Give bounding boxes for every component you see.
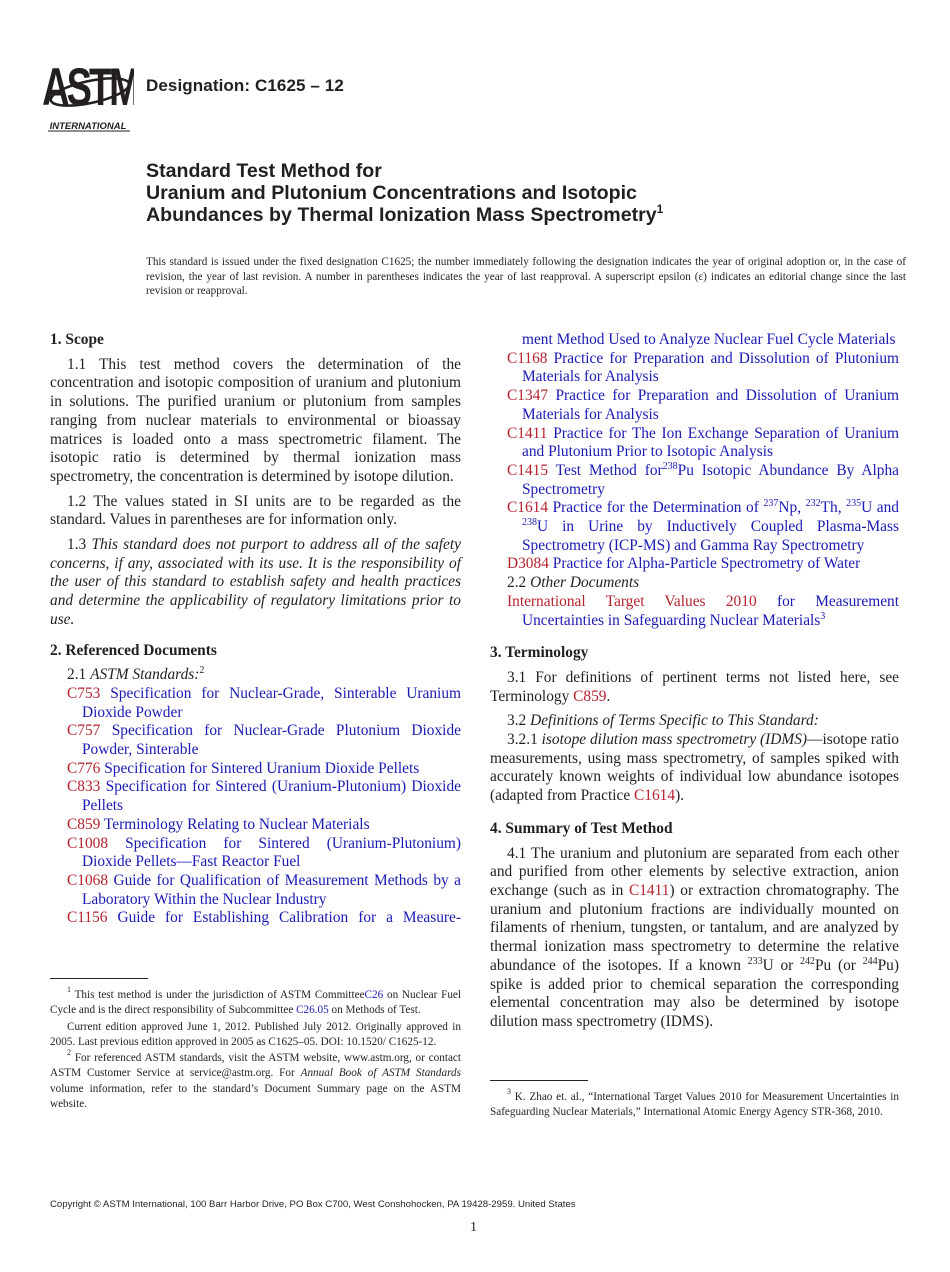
reference-title[interactable]: Guide for Establishing Calibration for a Measure- [117, 909, 461, 927]
reference-title[interactable]: Practice for Preparation and Dissolution of Uranium Materials for Analysis [522, 387, 899, 423]
isotope-superscript: 235 [846, 498, 862, 510]
reference-code[interactable]: C757 [67, 722, 101, 740]
subsection-astm-standards [50, 666, 461, 685]
reference-item[interactable] [490, 593, 899, 630]
subsection-number: 2.2 [507, 574, 527, 592]
paragraph-3-1 [490, 669, 899, 706]
reference-title[interactable]: Guide for Qualification of Measurement Methods by a Laboratory Within the Nuclear Industry [82, 871, 461, 908]
paragraph-text: Pu (or [814, 956, 863, 974]
paragraph-text: U or [762, 956, 800, 974]
page-number: 1 [470, 1220, 477, 1235]
reference-item[interactable] [490, 499, 899, 555]
title-line-3-text: Abundances by Thermal Ionization Mass Spectrometry [146, 204, 657, 226]
reference-title[interactable]: Terminology Relating to Nuclear Materials [103, 815, 370, 833]
reference-item[interactable] [50, 835, 461, 872]
footnote-mark: 2 [67, 1048, 71, 1058]
paragraph-text: ) or extraction chromatography. The uranium and plutonium fractions are individually mounted on filaments of rhenium, tungsten, or tantalum, and are analyzed by thermal ionization mass spectrometry to determine the relative abundance of the isotopes. If a known [490, 881, 899, 974]
paragraph-1-2: 1.2 The values stated in SI units are to be regarded as the standard. Values in parentheses are for information only. [50, 492, 461, 529]
section-heading-referenced-documents: 2. Referenced Documents [50, 641, 217, 659]
reference-title[interactable] [522, 499, 899, 553]
reference-item-continued[interactable] [490, 331, 899, 350]
paragraph-text: —isotope ratio measurements, using mass spectrometry, of samples spiked with accurately known weights of individual low abundance isotopes (adapted from Practice [490, 731, 899, 805]
reference-title-part: Np, [778, 499, 806, 517]
footnote-1-edition: Current edition approved June 1, 2012. Published July 2012. Originally approved in 2005. Last previous edition approved in 2005 as C1625–05. DOI: 10.1520/ C1625-12. [50, 1020, 461, 1048]
defined-term: isotope dilution mass spectrometry (IDMS) [541, 731, 808, 749]
reference-item[interactable] [50, 760, 461, 779]
subsection-other-documents [490, 574, 899, 593]
isotope-superscript: 232 [805, 498, 821, 510]
copyright-notice: Copyright © ASTM International, 100 Barr Harbor Drive, PO Box C700, West Conshohocken, PA 19428-2959. United States [50, 1199, 576, 1210]
reference-code[interactable]: C1008 [67, 834, 109, 852]
designation: Designation: C1625 – 12 [146, 76, 344, 95]
section-heading-summary: 4. Summary of Test Method [490, 819, 673, 837]
reference-item[interactable] [50, 722, 461, 759]
reference-item[interactable] [490, 350, 899, 387]
reference-code[interactable]: C1614 [507, 499, 549, 517]
paragraph-1-3 [50, 536, 461, 630]
reference-code[interactable]: C753 [67, 684, 101, 702]
reference-code[interactable]: D3084 [507, 555, 549, 573]
reference-item[interactable] [490, 387, 899, 424]
title-footnote-mark[interactable]: 1 [656, 202, 664, 216]
subsection-number: 2.1 [67, 666, 87, 684]
paragraph-number: 1.3 [67, 536, 87, 554]
footnote-text: K. Zhao et. al., “International Target Values 2010 for Measurement Uncertainties in Safeguarding Nuclear Materials,” International Atomic Energy Agency STR-368, 2010. [490, 1091, 899, 1119]
reference-item[interactable] [50, 685, 461, 722]
reference-code[interactable]: C1347 [507, 387, 549, 405]
reference-code[interactable]: C1415 [507, 461, 549, 479]
reference-code[interactable]: C1156 [67, 909, 108, 927]
reference-title[interactable]: Practice for The Ion Exchange Separation of Uranium and Plutonium Prior to Isotopic Analysis [522, 424, 899, 461]
paragraph-text: . [606, 687, 611, 705]
reference-title[interactable]: Specification for Nuclear-Grade Plutonium Dioxide Powder, Sinterable [82, 722, 461, 759]
subsection-label: Other Documents [530, 574, 640, 592]
footnote-text: volume information, refer to the standard’s Document Summary page on the ASTM website. [50, 1082, 461, 1111]
left-column [50, 331, 461, 928]
paragraph-3-2-1 [490, 731, 899, 806]
document-title [146, 160, 663, 226]
footnote-mark: 3 [507, 1087, 511, 1096]
isotope-superscript: 244 [862, 955, 878, 967]
subcommittee-link[interactable]: C26.05 [296, 1004, 329, 1017]
reference-code[interactable]: C1068 [67, 871, 109, 889]
footnote-3 [490, 1087, 899, 1121]
reference-title[interactable]: for Measurement Uncertainties in Safeguarding Nuclear Materials [522, 592, 899, 629]
reference-title-part: U and [861, 499, 899, 517]
paragraph-4-1 [490, 845, 899, 1032]
svg-text:ASTM: ASTM [42, 60, 134, 117]
reference-item[interactable] [50, 909, 461, 928]
footnote-mark-3[interactable]: 3 [820, 610, 826, 622]
paragraph-1-1: 1.1 This test method covers the determination of the concentration and isotopic composition of uranium and plutonium in solutions. The purified uranium or plutonium from samples ranging from nuclear materials to environmental or bioassay matrices is loaded onto a mass spectrometric filament. The isotopic ratio is determined by thermal ionization mass spectrometry, the concentration is determined by isotope dilution. [50, 355, 461, 485]
reference-title[interactable]: Specification for Sintered (Uranium-Plutonium) Dioxide Pellets—Fast Reactor Fuel [82, 834, 461, 871]
reference-title[interactable]: Specification for Nuclear-Grade, Sinterable Uranium Dioxide Powder [82, 684, 461, 721]
title-line-1: Standard Test Method for [146, 160, 382, 182]
isotope-superscript: 238 [522, 517, 537, 529]
footnote-rule [50, 978, 148, 979]
reference-title-part: Practice for the Determination of [552, 499, 764, 517]
reference-code[interactable]: C1411 [507, 424, 548, 442]
issuance-notice: This standard is issued under the fixed designation C1625; the number immediately following the designation indicates the year of original adoption or, in the case of revision, the year of last revision. A number in parentheses indicates the year of last reapproval. A superscript epsilon (ε) indicates an editorial change since the last revision or reapproval. [146, 256, 906, 298]
footnote-text: This test method is under the jurisdiction of ASTM Committee [74, 989, 365, 1001]
isotope-superscript: 242 [799, 955, 815, 967]
footnotes-right [490, 1087, 899, 1122]
footnote-text: on Nuclear Fuel Cycle and is the direct responsibility of Subcommittee [50, 989, 461, 1017]
reference-link[interactable]: C1411 [628, 881, 670, 899]
section-heading-terminology: 3. Terminology [490, 644, 589, 662]
reference-title[interactable]: Practice for Alpha-Particle Spectrometry of Water [552, 555, 861, 573]
reference-item[interactable] [490, 555, 899, 574]
reference-title[interactable]: Specification for Sintered Uranium Dioxide Pellets [104, 759, 420, 777]
footnote-1 [50, 985, 461, 1019]
right-column [490, 331, 899, 1038]
reference-title-part: Pu Isotopic Abundance By Alpha Spectrometry [522, 461, 899, 498]
footnotes-left [50, 985, 461, 1113]
reference-code[interactable]: C1168 [507, 349, 548, 367]
reference-item[interactable] [490, 462, 899, 499]
footnote-rule [490, 1080, 588, 1081]
reference-item[interactable] [50, 872, 461, 909]
reference-item[interactable] [50, 778, 461, 815]
footnote-text: For referenced ASTM standards, visit the ASTM website, www.astm.org, or contact ASTM Customer Service at service@astm.org. For [50, 1052, 461, 1080]
reference-code[interactable]: C776 [67, 759, 101, 777]
reference-title[interactable]: Practice for Preparation and Dissolution of Plutonium Materials for Analysis [522, 349, 899, 386]
paragraph-text: Definitions of Terms Specific to This Standard: [530, 712, 819, 730]
paragraph-number: 3.2.1 [507, 731, 538, 749]
reference-title-part: Test Method for [555, 461, 663, 479]
footnote-text: on Methods of Test. [328, 1004, 421, 1017]
isotope-superscript: 238 [662, 460, 678, 472]
reference-title[interactable] [522, 462, 899, 498]
astm-logo [42, 60, 134, 132]
committee-link[interactable]: C26 [364, 989, 384, 1001]
paragraph-text: ). [675, 787, 685, 805]
reference-title-part: U in Urine by Inductively Coupled Plasma-Mass Spectrometry (ICP-MS) and Gamma Ray Spectrometry [522, 518, 899, 554]
title-line-2: Uranium and Plutonium Concentrations and Isotopic [146, 182, 637, 204]
paragraph-text: Pu) spike is added prior to chemical separation the corresponding elemental concentration may also be determined by isotope dilution mass spectrometry (IDMS). [490, 956, 899, 1030]
paragraph-number: 3.2 [507, 712, 527, 730]
subsection-label: ASTM Standards: [90, 666, 200, 684]
reference-code[interactable]: C859 [67, 815, 101, 833]
astm-international-logo-icon [42, 60, 134, 132]
isotope-superscript: 237 [763, 498, 779, 510]
reference-link[interactable]: C859 [573, 687, 607, 705]
reference-title[interactable]: Specification for Sintered (Uranium-Plutonium) Dioxide Pellets [82, 778, 461, 815]
reference-code[interactable]: International Target Values 2010 [507, 592, 757, 610]
footnote-2 [50, 1048, 461, 1112]
reference-code[interactable]: C833 [67, 778, 101, 796]
isotope-superscript: 233 [747, 955, 763, 967]
svg-text:INTERNATIONAL: INTERNATIONAL [49, 121, 127, 132]
reference-title-part: Th, [820, 499, 847, 517]
paragraph-text: 3.1 For definitions of pertinent terms not listed here, see Terminology [490, 668, 899, 705]
reference-link[interactable]: C1614 [634, 787, 676, 805]
footnote-mark-2[interactable]: 2 [199, 665, 205, 677]
safety-caveat-text: This standard does not purport to address all of the safety concerns, if any, associated with its use. It is the responsibility of the user of this standard to establish safety and health practices and determine the applicability of regulatory limitations prior to use. [50, 536, 461, 628]
section-heading-scope: 1. Scope [50, 331, 104, 348]
footnote-italic: Annual Book of ASTM Standards [300, 1067, 461, 1080]
footnote-mark: 1 [67, 985, 71, 994]
paragraph-3-2 [490, 712, 899, 731]
paragraph-text: 4.1 The uranium and plutonium are separated from each other and purified from other elements by selective extraction, anion exchange (such as in [490, 844, 899, 899]
reference-title[interactable]: ment Method Used to Analyze Nuclear Fuel Cycle Materials [522, 331, 896, 348]
title-line-3 [146, 204, 663, 226]
reference-item[interactable] [50, 816, 461, 835]
reference-item[interactable] [490, 425, 899, 462]
